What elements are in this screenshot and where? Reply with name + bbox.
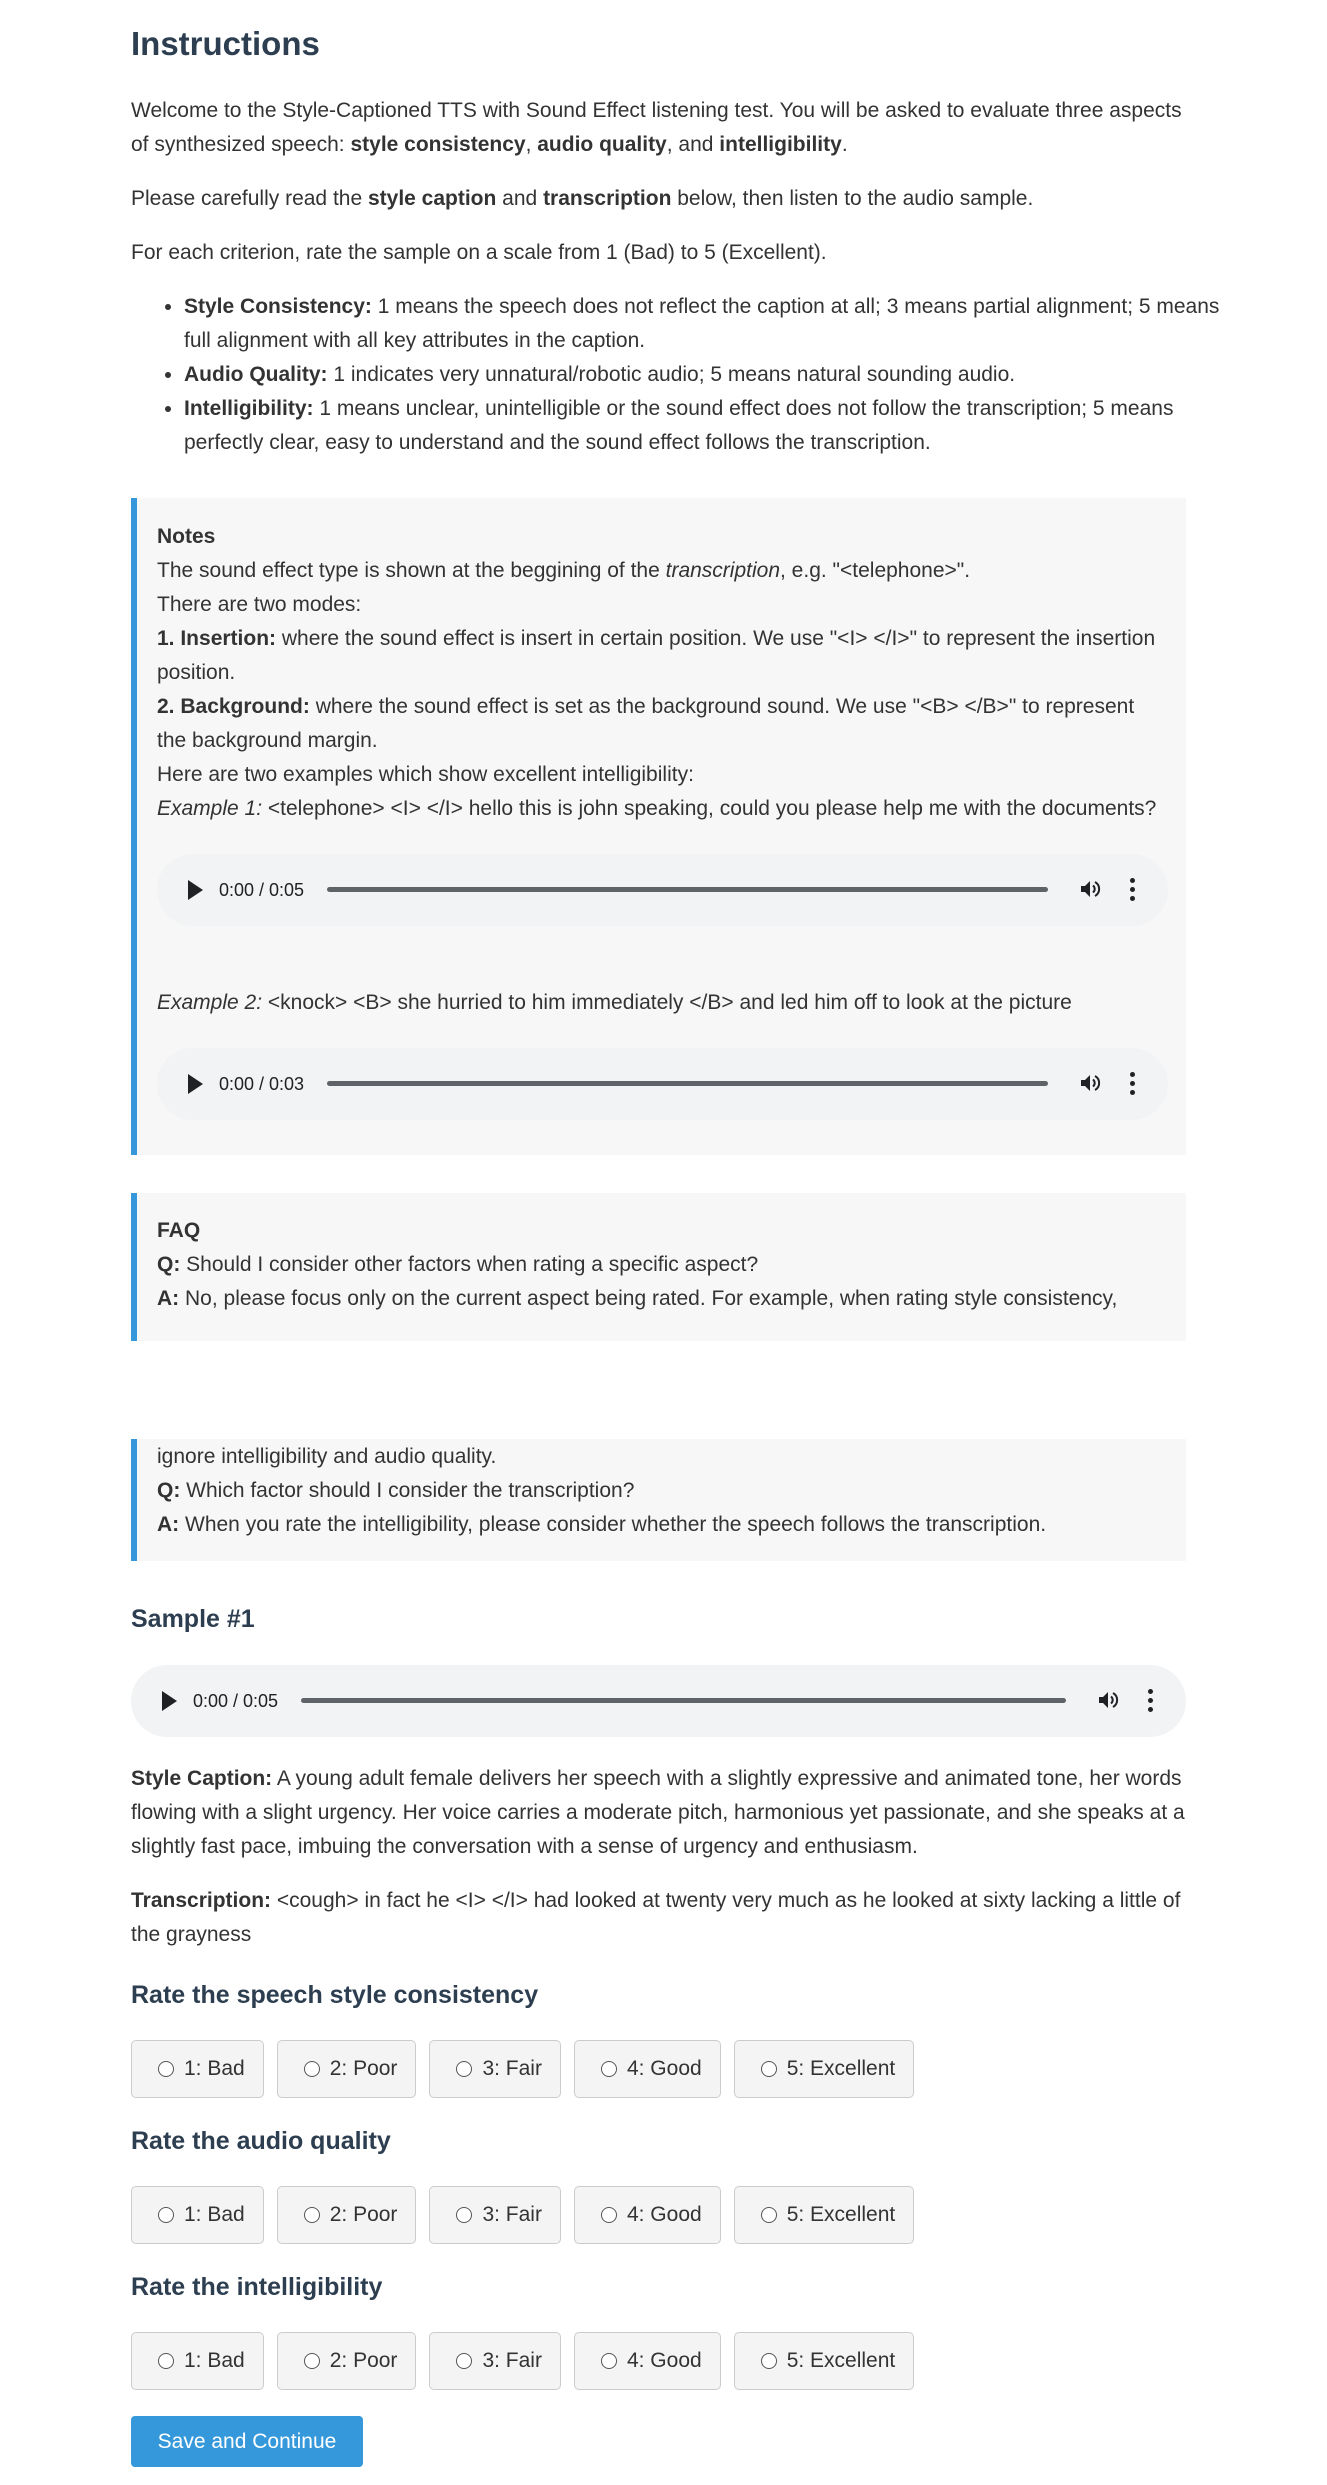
rating-option[interactable]: 4: Good [574,2332,721,2390]
faq-panel [131,1193,1186,1341]
example-1-audio-player[interactable] [157,854,1168,926]
example-2-audio-player[interactable] [157,1048,1168,1120]
quality-rating-title: Rate the audio quality [131,2127,391,2155]
notes-mode-background: 2. Background: where the sound effect is set as the background sound. We use "<B> </B>" to represent the background margin. [157,695,1135,752]
faq-heading: FAQ [157,1219,201,1242]
intelligibility-rating-title: Rate the intelligibility [131,2273,383,2301]
rating-option[interactable]: 2: Poor [277,2332,417,2390]
rating-option[interactable]: 3: Fair [429,2332,561,2390]
intelligibility-rating-group [131,2332,914,2390]
play-icon[interactable] [188,1074,203,1094]
read-carefully-paragraph: Please carefully read the style caption and transcription below, then listen to the audio sample. [131,187,1034,210]
radio-button[interactable] [456,2207,472,2223]
scale-paragraph: For each criterion, rate the sample on a scale from 1 (Bad) to 5 (Excellent). [131,241,827,264]
example-2-text: Example 2: <knock> <B> she hurried to him immediately </B> and led him off to look at the picture [157,991,1072,1014]
example-1-text: Example 1: <telephone> <I> </I> hello this is john speaking, could you please help me with the documents? [157,797,1157,820]
radio-button[interactable] [601,2061,617,2077]
style-rating-group [131,2040,914,2098]
faq-question: Q: Should I consider other factors when rating a specific aspect? [157,1253,759,1276]
radio-button[interactable] [158,2207,174,2223]
radio-button[interactable] [456,2353,472,2369]
rating-option[interactable]: 1: Bad [131,2040,264,2098]
criteria-item: • Intelligibility: 1 means unclear, unintelligible or the sound effect does not follow the transcription; 5 means perfectly clear, easy to understand and the sound effect follows the transcription. [184,392,1239,460]
style-rating-title: Rate the speech style consistency [131,1981,539,2009]
faq-answer: A: When you rate the intelligibility, please consider whether the speech follows the transcription. [157,1513,1047,1536]
rating-option[interactable]: 2: Poor [277,2186,417,2244]
play-icon[interactable] [162,1691,177,1711]
faq-answer-continued: ignore intelligibility and audio quality. [157,1445,497,1468]
radio-button[interactable] [304,2353,320,2369]
intro-paragraph: Welcome to the Style-Captioned TTS with Sound Effect listening test. You will be asked to evaluate three aspects of synthesized speech: style consistency, audio quality, and intelligibility. [131,99,1182,156]
notes-line: There are two modes: [157,593,362,616]
rating-option[interactable]: 1: Bad [131,2186,264,2244]
audio-progress-bar[interactable] [327,887,1048,892]
faq-panel-continued [131,1439,1186,1561]
radio-button[interactable] [761,2353,777,2369]
more-options-icon[interactable] [1130,1072,1136,1096]
volume-icon[interactable] [1078,1071,1102,1095]
criteria-list [131,290,1239,460]
save-and-continue-button[interactable]: Save and Continue [131,2416,363,2467]
more-options-icon[interactable] [1130,878,1136,902]
radio-button[interactable] [601,2207,617,2223]
style-caption: Style Caption: A young adult female delivers her speech with a slightly expressive and animated tone, her words flowing with a slight urgency. Her voice carries a moderate pitch, harmonious yet passionate, and she speaks at a slightly fast pace, imbuing the conversation with a sense of urgency and enthusiasm. [131,1767,1185,1858]
quality-rating-group [131,2186,914,2244]
radio-button[interactable] [456,2061,472,2077]
faq-answer: A: No, please focus only on the current aspect being rated. For example, when rating style consistency, [157,1287,1118,1310]
play-icon[interactable] [188,880,203,900]
sample-audio-player[interactable] [131,1665,1186,1737]
notes-line: Here are two examples which show excellent intelligibility: [157,763,694,786]
audio-time: 0:00 / 0:05 [193,1691,279,1711]
rating-option[interactable]: 4: Good [574,2186,721,2244]
audio-time: 0:00 / 0:05 [219,880,305,900]
audio-progress-bar[interactable] [327,1081,1048,1086]
rating-option[interactable]: 4: Good [574,2040,721,2098]
rating-option[interactable]: 2: Poor [277,2040,417,2098]
rating-option[interactable]: 3: Fair [429,2040,561,2098]
audio-progress-bar[interactable] [301,1698,1066,1703]
radio-button[interactable] [158,2061,174,2077]
rating-option[interactable]: 5: Excellent [734,2040,915,2098]
volume-icon[interactable] [1096,1688,1120,1712]
radio-button[interactable] [601,2353,617,2369]
transcription: Transcription: <cough> in fact he <I> </I> had looked at twenty very much as he looked at sixty lacking a little of the grayness [131,1889,1181,1946]
radio-button[interactable] [761,2207,777,2223]
rating-option[interactable]: 3: Fair [429,2186,561,2244]
rating-option[interactable]: 5: Excellent [734,2332,915,2390]
notes-mode-insertion: 1. Insertion: where the sound effect is insert in certain position. We use "<I> </I>" to represent the insertion position. [157,627,1156,684]
sample-title: Sample #1 [131,1605,255,1633]
more-options-icon[interactable] [1148,1689,1154,1713]
radio-button[interactable] [304,2207,320,2223]
criteria-item: • Audio Quality: 1 indicates very unnatural/robotic audio; 5 means natural sounding audio. [184,358,1239,392]
audio-time: 0:00 / 0:03 [219,1074,305,1094]
notes-line: The sound effect type is shown at the beggining of the transcription, e.g. "<telephone>". [157,559,971,582]
criteria-item: • Style Consistency: 1 means the speech does not reflect the caption at all; 3 means partial alignment; 5 means full alignment with all key attributes in the caption. [184,290,1239,358]
instructions-title: Instructions [131,25,320,62]
volume-icon[interactable] [1078,877,1102,901]
radio-button[interactable] [761,2061,777,2077]
radio-button[interactable] [158,2353,174,2369]
notes-panel [131,498,1186,1155]
faq-question: Q: Which factor should I consider the transcription? [157,1479,635,1502]
notes-heading: Notes [157,525,216,548]
rating-option[interactable]: 5: Excellent [734,2186,915,2244]
radio-button[interactable] [304,2061,320,2077]
rating-option[interactable]: 1: Bad [131,2332,264,2390]
